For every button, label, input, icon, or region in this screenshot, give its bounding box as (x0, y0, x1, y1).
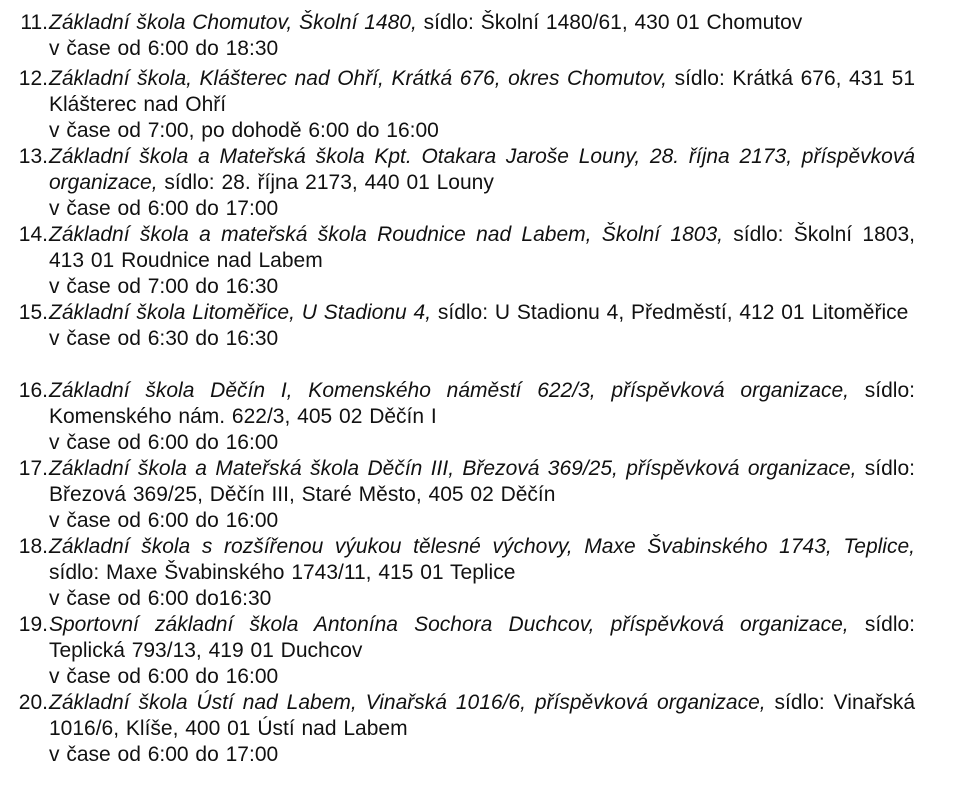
school-name: Základní škola a Mateřská škola Děčín III, Březová 369/25, příspěvková organizace, (49, 457, 857, 480)
item-text (49, 612, 915, 690)
school-address: Školní 1803, 413 01 Roudnice nad Labem (49, 223, 915, 272)
seat-label: sídlo: (774, 691, 825, 714)
school-address: Školní 1480/61, 430 01 Chomutov (480, 11, 803, 34)
list-item (0, 456, 969, 534)
seat-label: sídlo: (437, 301, 489, 324)
opening-hours: v čase od 6:00 do 17:00 (49, 743, 279, 766)
list-item (0, 66, 969, 144)
school-name: Základní škola Litoměřice, U Stadionu 4, (49, 301, 432, 324)
school-name: Sportovní základní škola Antonína Sochora Duchcov, příspěvková organizace, (49, 613, 849, 636)
opening-hours: v čase od 6:00 do 16:00 (49, 509, 279, 532)
school-address: U Stadionu 4, Předměstí, 412 01 Litoměřice (494, 301, 909, 324)
list-item (0, 144, 969, 222)
seat-label: sídlo: (733, 223, 784, 246)
list-item (0, 10, 969, 66)
seat-label: sídlo: (164, 171, 215, 194)
seat-label: sídlo: (864, 457, 915, 480)
school-address: Krátká 676, 431 51 Klášterec nad Ohří (49, 67, 915, 116)
opening-hours: v čase od 7:00, po dohodě 6:00 do 16:00 (49, 119, 439, 142)
school-address: 28. října 2173, 440 01 Louny (221, 171, 494, 194)
school-list (0, 10, 969, 768)
school-name: Základní škola Děčín I, Komenského náměstí 622/3, příspěvková organizace, (49, 379, 849, 402)
item-text (49, 534, 915, 612)
item-text (49, 456, 915, 534)
opening-hours: v čase od 6:00 do 17:00 (49, 197, 279, 220)
item-text (49, 222, 915, 300)
school-address: Teplická 793/13, 419 01 Duchcov (49, 639, 363, 662)
school-address: Vinařská 1016/6, Klíše, 400 01 Ústí nad Labem (49, 691, 915, 740)
seat-label: sídlo: (49, 561, 100, 584)
item-text (49, 300, 915, 352)
school-address: Březová 369/25, Děčín III, Staré Město, 405 02 Děčín (49, 483, 556, 506)
item-number: 11. (20, 11, 48, 34)
item-text (49, 144, 915, 222)
opening-hours: v čase od 6:00 do 16:00 (49, 431, 279, 454)
list-item (0, 222, 969, 300)
seat-label: sídlo: (423, 11, 474, 34)
seat-label: sídlo: (674, 67, 725, 90)
item-text (49, 10, 915, 62)
item-text (49, 690, 915, 768)
item-text (49, 66, 915, 144)
list-item (0, 534, 969, 612)
item-number: 13. (18, 145, 48, 168)
school-name: Základní škola Chomutov, Školní 1480, (49, 11, 417, 34)
list-item (0, 378, 969, 456)
item-number: 15. (18, 301, 48, 324)
item-number: 17. (18, 457, 48, 480)
school-name: Základní škola, Klášterec nad Ohří, Krátká 676, okres Chomutov, (49, 67, 668, 90)
item-number: 12. (18, 67, 48, 90)
seat-label: sídlo: (864, 379, 915, 402)
school-address: Komenského nám. 622/3, 405 02 Děčín I (49, 405, 437, 428)
item-number: 20. (18, 691, 48, 714)
item-number: 16. (18, 379, 48, 402)
school-address: Maxe Švabinského 1743/11, 415 01 Teplice (106, 561, 516, 584)
school-name: Základní škola a mateřská škola Roudnice nad Labem, Školní 1803, (49, 223, 723, 246)
list-item (0, 300, 969, 378)
list-item (0, 612, 969, 690)
item-number: 14. (18, 223, 48, 246)
opening-hours: v čase od 6:30 do 16:30 (49, 327, 279, 350)
opening-hours: v čase od 6:00 do 16:00 (49, 665, 279, 688)
school-name: Základní škola a Mateřská škola Kpt. Otakara Jaroše Louny, 28. října 2173, příspěvková organizace, (49, 145, 915, 194)
item-number: 18. (18, 535, 48, 558)
list-item (0, 690, 969, 768)
school-name: Základní škola Ústí nad Labem, Vinařská 1016/6, příspěvková organizace, (49, 691, 766, 714)
item-number: 19. (18, 613, 48, 636)
item-text (49, 378, 915, 456)
seat-label: sídlo: (864, 613, 916, 636)
opening-hours: v čase od 6:00 do16:30 (49, 587, 272, 610)
opening-hours: v čase od 6:00 do 18:30 (49, 37, 279, 60)
opening-hours: v čase od 7:00 do 16:30 (49, 275, 279, 298)
school-name: Základní škola s rozšířenou výukou tělesné výchovy, Maxe Švabinského 1743, Teplice, (49, 535, 915, 558)
